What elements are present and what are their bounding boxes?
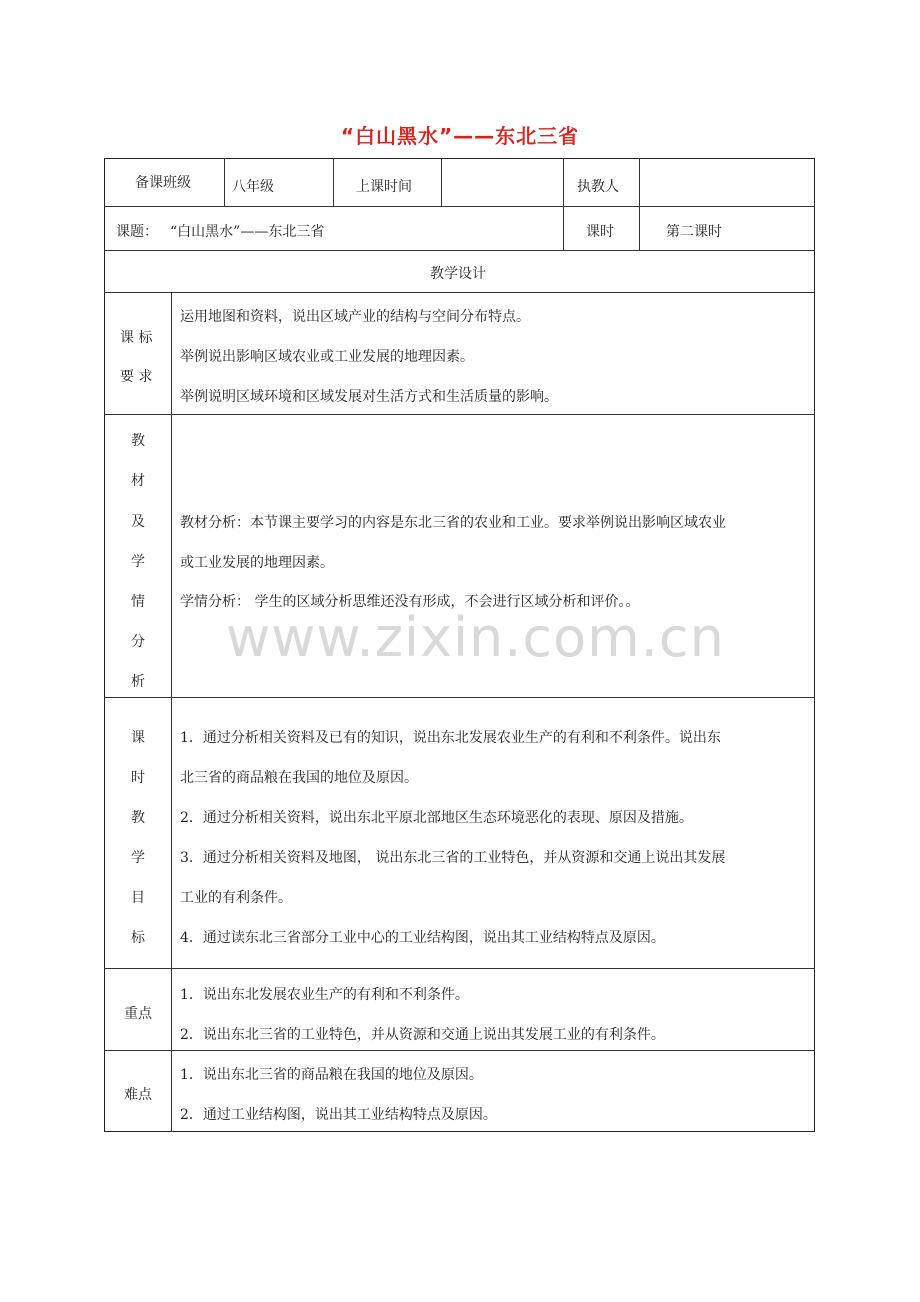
objectives-label-char: 教	[131, 810, 145, 826]
objective-line: 2．通过分析相关资料，说出东北平原北部地区生态环境恶化的表现、原因及措施。	[180, 810, 693, 826]
objectives-label-char: 学	[131, 850, 145, 866]
objectives-label-char: 目	[131, 890, 145, 906]
objective-line: 北三省的商品粮在我国的地位及原因。	[180, 770, 418, 786]
row-divider	[104, 292, 815, 293]
design-heading: 教学设计	[430, 266, 486, 282]
class-label: 备课班级	[135, 175, 191, 191]
objectives-label-char: 时	[131, 770, 145, 786]
key-points-label: 重点	[124, 1006, 152, 1022]
standards-line: 举例说出影响区域农业或工业发展的地理因素。	[180, 349, 474, 365]
class-value: 八年级	[232, 179, 274, 195]
col-divider	[441, 158, 442, 206]
standards-label-line2: 要 求	[120, 369, 153, 385]
analysis-label-char: 教	[131, 433, 145, 449]
objective-line: 工业的有利条件。	[180, 890, 292, 906]
objective-line: 3．通过分析相关资料及地图， 说出东北三省的工业特色，并从资源和交通上说出其发展	[180, 850, 726, 866]
analysis-label-char: 学	[131, 554, 145, 570]
row-divider	[104, 968, 815, 969]
col-divider	[171, 292, 172, 1132]
analysis-line: 或工业发展的地理因素。	[180, 555, 334, 571]
difficult-points-label: 难点	[124, 1087, 152, 1103]
analysis-label-char: 及	[131, 514, 145, 530]
row-divider	[104, 206, 815, 207]
standards-line: 举例说明区域环境和区域发展对生活方式和生活质量的影响。	[180, 389, 558, 405]
col-divider	[224, 158, 225, 206]
standards-line: 运用地图和资料，说出区域产业的结构与空间分布特点。	[180, 309, 530, 325]
col-divider	[563, 158, 564, 206]
objectives-label-char: 课	[131, 730, 145, 746]
difficult-point-line: 1．说出东北三省的商品粮在我国的地位及原因。	[180, 1067, 483, 1083]
time-label: 上课时间	[356, 179, 412, 195]
topic-label: 课题：	[116, 224, 158, 240]
analysis-label-char: 材	[131, 473, 145, 489]
period-value: 第二课时	[666, 224, 722, 240]
col-divider	[333, 158, 334, 206]
row-divider	[104, 1050, 815, 1051]
row-divider	[104, 414, 815, 415]
objective-line: 1．通过分析相关资料及已有的知识，说出东北发展农业生产的有利和不利条件。说出东	[180, 730, 721, 746]
document-title: “白山黑水”——东北三省	[340, 124, 580, 148]
objectives-label-char: 标	[131, 930, 145, 946]
analysis-label-char: 分	[131, 634, 145, 650]
analysis-label-char: 情	[131, 594, 145, 610]
row-divider	[104, 697, 815, 698]
col-divider	[563, 206, 564, 250]
teacher-label: 执教人	[577, 179, 619, 195]
col-divider	[639, 206, 640, 250]
period-label: 课时	[586, 224, 614, 240]
analysis-label-char: 析	[131, 674, 145, 690]
analysis-line: 教材分析：本节课主要学习的内容是东北三省的农业和工业。要求举例说出影响区域农业	[180, 515, 726, 531]
analysis-line: 学情分析： 学生的区域分析思维还没有形成，不会进行区域分析和评价。。	[180, 594, 640, 610]
row-divider	[104, 250, 815, 251]
watermark: www.zixin.com.cn	[226, 606, 725, 669]
key-point-line: 2．说出东北三省的工业特色，并从资源和交通上说出其发展工业的有利条件。	[180, 1027, 665, 1043]
topic-value: “白山黑水”——东北三省	[170, 224, 325, 240]
col-divider	[639, 158, 640, 206]
objective-line: 4．通过读东北三省部分工业中心的工业结构图，说出其工业结构特点及原因。	[180, 930, 665, 946]
difficult-point-line: 2．通过工业结构图，说出其工业结构特点及原因。	[180, 1107, 497, 1123]
standards-label-line1: 课 标	[120, 330, 153, 346]
key-point-line: 1．说出东北发展农业生产的有利和不利条件。	[180, 987, 469, 1003]
